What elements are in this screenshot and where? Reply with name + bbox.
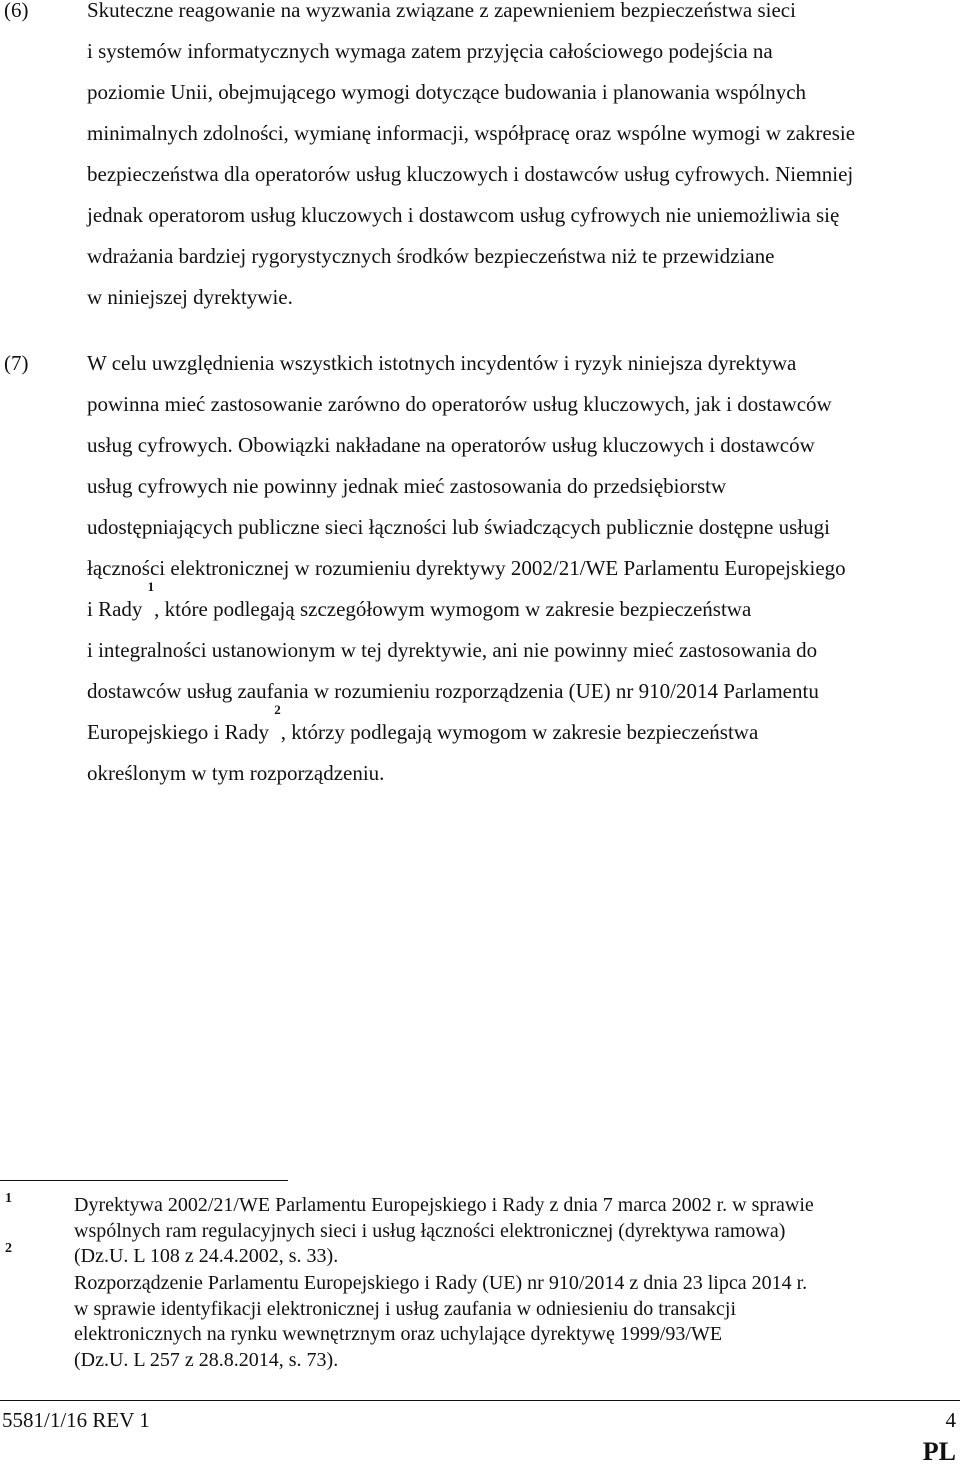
paragraph-line: i systemów informatycznych wymaga zatem przyjęcia całościowego podejścia na: [87, 39, 773, 63]
paragraph-line: Skuteczne reagowanie na wyzwania związane z zapewnieniem bezpieczeństwa sieci: [87, 0, 796, 22]
line-text: , którzy podlegają wymogom w zakresie bezpieczeństwa: [280, 720, 759, 744]
paragraph-number: (7): [4, 351, 29, 375]
paragraph-line: jednak operatorom usług kluczowych i dostawcom usług cyfrowych nie uniemożliwia się: [87, 203, 840, 227]
footnote-line: Rozporządzenie Parlamentu Europejskiego i Rady (UE) nr 910/2014 z dnia 23 lipca 2014 r.: [74, 1272, 808, 1294]
page-number: 4: [945, 1408, 956, 1432]
footnote-line: w sprawie identyfikacji elektronicznej i usług zaufania w odniesieniu do transakcji: [74, 1297, 737, 1320]
paragraph-line: usług cyfrowych nie powinny jednak mieć zastosowania do przedsiębiorstw: [87, 474, 727, 498]
paragraph-line: [87, 579, 752, 630]
footer-separator: [0, 1400, 960, 1401]
paragraph-line: bezpieczeństwa dla operatorów usług kluczowych i dostawców usług cyfrowych. Niemniej: [87, 162, 854, 186]
paragraph-line: usług cyfrowych. Obowiązki nakładane na operatorów usług kluczowych i dostawców: [87, 433, 815, 457]
paragraph-line: powinna mieć zastosowanie zarówno do operatorów usług kluczowych, jak i dostawców: [87, 392, 832, 416]
paragraph-number: (6): [4, 0, 29, 22]
paragraph-line: dostawców usług zaufania w rozumieniu rozporządzenia (UE) nr 910/2014 Parlamentu: [87, 679, 819, 703]
footnote-separator: [0, 1180, 288, 1181]
footnote-line: Dyrektywa 2002/21/WE Parlamentu Europejskiego i Rady z dnia 7 marca 2002 r. w sprawie: [74, 1194, 814, 1216]
paragraph-line: W celu uwzględnienia wszystkich istotnych incydentów i ryzyk niniejsza dyrektywa: [87, 351, 797, 375]
paragraph-line: minimalnych zdolności, wymianę informacji, współpracę oraz wspólne wymogi w zakresie: [87, 121, 856, 145]
footnote-line: elektronicznych na rynku wewnętrznym oraz uchylające dyrektywę 1999/93/WE: [74, 1323, 723, 1345]
footnote-ref-2[interactable]: 2: [274, 702, 281, 717]
footnote-line: (Dz.U. L 108 z 24.4.2002, s. 33).: [74, 1245, 339, 1267]
paragraph-line: poziomie Unii, obejmującego wymogi dotyczące budowania i planowania wspólnych: [87, 80, 807, 104]
paragraph-line: określonym w tym rozporządzeniu.: [87, 761, 385, 785]
language-code: PL: [922, 1437, 956, 1466]
footnote-line: (Dz.U. L 257 z 28.8.2014, s. 73).: [74, 1348, 339, 1371]
paragraph-line: w niniejszej dyrektywie.: [87, 285, 293, 309]
footnote-mark: 2: [5, 1241, 12, 1256]
footnote-ref-1[interactable]: 1: [147, 579, 155, 594]
document-id: 5581/1/16 REV 1: [2, 1408, 150, 1432]
line-text: Europejskiego i Rady: [87, 720, 269, 744]
paragraph-line: wdrażania bardziej rygorystycznych środków bezpieczeństwa niż te przewidziane: [87, 244, 775, 268]
footnote-mark: 1: [5, 1191, 12, 1206]
paragraph-line: [87, 702, 759, 753]
line-text: , które podlegają szczegółowym wymogom w zakresie bezpieczeństwa: [154, 597, 752, 621]
paragraph-line: udostępniających publiczne sieci łączności lub świadczących publicznie dostępne usługi: [87, 515, 830, 539]
paragraph-line: łączności elektronicznej w rozumieniu dyrektywy 2002/21/WE Parlamentu Europejskiego: [87, 556, 846, 580]
paragraph-line: i integralności ustanowionym w tej dyrektywie, ani nie powinny mieć zastosowania do: [87, 638, 818, 662]
line-text: i Rady: [87, 597, 143, 621]
footnote-line: wspólnych ram regulacyjnych sieci i usług łączności elektronicznej (dyrektywa ramowa): [74, 1219, 786, 1242]
